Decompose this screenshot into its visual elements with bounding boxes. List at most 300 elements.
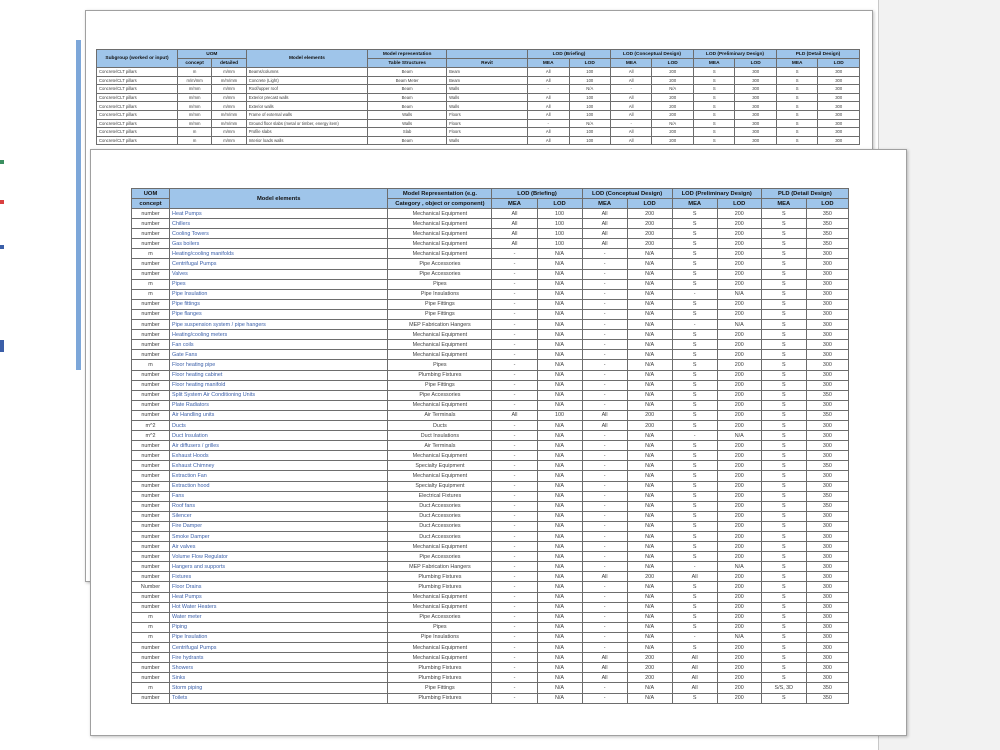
front-table-cell: - [582,562,627,572]
front-table-cell: 200 [717,471,761,481]
front-table-cell: 200 [717,461,761,471]
front-table-cell: S [672,693,717,703]
front-table-cell: - [492,663,537,673]
back-table-cell: All [610,102,651,111]
front-table-cell: N/A [627,511,672,521]
front-table-row [132,249,849,259]
front-table-cell: Mechanical Equipment [388,471,492,481]
front-table-cell: S [672,380,717,390]
front-table-cell: 200 [717,501,761,511]
front-table-row [132,441,849,451]
back-table-cell: Ground floor slabs (metal or timber, energy item) [246,119,367,128]
back-table-cell: m [177,128,211,137]
front-table-cell: Extraction Fan [170,471,388,481]
front-table-cell: S [761,673,806,683]
front-table-row [132,279,849,289]
front-table-row [132,431,849,441]
front-table-cell: N/A [537,673,582,683]
front-table-cell: Piping [170,622,388,632]
front-table-cell: 100 [537,229,582,239]
back-subheader: LOD [569,59,610,68]
front-table-cell: Pipe suspension system / pipe hangers [170,320,388,330]
front-table-cell: MEP Fabrication Hangers [388,562,492,572]
front-table-cell: N/A [627,491,672,501]
front-table-cell: Mechanical Equipment [388,350,492,360]
back-subheader: MEA [693,59,734,68]
front-table-cell: 300 [806,370,848,380]
back-table-cell: 100 [569,102,610,111]
front-table-cell: N/A [627,441,672,451]
front-table-cell: S [761,330,806,340]
front-table-cell: Duct Insulations [388,431,492,441]
front-table-cell: S [672,249,717,259]
front-table-cell: 200 [717,209,761,219]
front-table-cell: - [582,390,627,400]
front-table-cell: N/A [537,511,582,521]
front-table-cell: S [761,289,806,299]
front-table-cell: S [761,360,806,370]
front-table-cell: - [582,400,627,410]
blue-marker-icon [0,245,4,249]
front-table-cell: Pipe fittings [170,299,388,309]
front-table-cell: Fans [170,491,388,501]
back-table-cell: S [776,110,817,119]
front-table-cell: - [492,289,537,299]
front-table-cell: MEP Fabrication Hangers [388,320,492,330]
front-table-cell: 300 [806,582,848,592]
front-table-cell: 200 [627,663,672,673]
front-table-cell: All [582,673,627,683]
back-table-cell: 300 [735,136,777,145]
front-table-cell: - [492,471,537,481]
front-table-cell: - [492,521,537,531]
front-document-page [90,149,907,736]
front-table-cell: - [582,481,627,491]
front-table-cell: N/A [537,532,582,542]
front-table-cell: N/A [537,380,582,390]
back-table-row [97,93,860,102]
back-table-cell: 300 [735,76,777,85]
front-table-cell: S [761,481,806,491]
back-table-cell: 300 [818,85,860,94]
front-subheader: concept [132,199,170,209]
back-header-model-representation: Model representation [368,50,447,59]
front-table-cell: m [132,622,170,632]
front-table-cell: - [492,461,537,471]
front-table-cell: - [492,451,537,461]
front-table-cell: All [492,410,537,420]
front-table-cell: 200 [717,441,761,451]
front-table-cell: S [761,279,806,289]
back-table-cell: Beam [447,68,528,77]
back-table-cell: N/A [652,85,694,94]
front-table-cell: S [761,320,806,330]
front-subheader: LOD [717,199,761,209]
front-table-cell: 300 [806,380,848,390]
front-table-cell: N/A [627,249,672,259]
front-table-cell: N/A [627,501,672,511]
front-table-cell: Ducts [388,420,492,430]
front-table-cell: S [761,350,806,360]
front-table-row [132,451,849,461]
front-table-cell: N/A [537,501,582,511]
front-table-cell: number [132,219,170,229]
front-table-cell: m [132,279,170,289]
front-table-cell: N/A [717,320,761,330]
front-table-cell: - [582,542,627,552]
front-table-cell: N/A [537,632,582,642]
front-table-cell: N/A [627,259,672,269]
front-table-cell: N/A [627,461,672,471]
back-header-stage: PLD (Detail Design) [776,50,859,59]
front-table-cell: S [761,370,806,380]
back-table-cell: All [528,136,569,145]
back-table-cell: m/m/mm [212,76,246,85]
front-table-cell: - [582,602,627,612]
front-table-cell: N/A [537,471,582,481]
front-table-cell: S [672,552,717,562]
back-table-row [97,68,860,77]
front-table-cell: m [132,632,170,642]
front-table-cell: Fixtures [170,572,388,582]
front-table-cell: N/A [537,431,582,441]
front-table-cell: N/A [627,269,672,279]
front-table-row [132,340,849,350]
front-table-cell: Pipe Accessories [388,390,492,400]
front-table-cell: - [672,320,717,330]
front-table-cell: S [761,400,806,410]
back-table-cell: N/A [569,85,610,94]
front-table-cell: 300 [806,481,848,491]
back-table-cell: 300 [818,128,860,137]
front-table-row [132,683,849,693]
front-table-cell: Heating/cooling manifolds [170,249,388,259]
front-table-cell: - [492,441,537,451]
back-table-cell: 100 [569,76,610,85]
front-table-cell: - [492,309,537,319]
back-table-cell: S [776,85,817,94]
back-table-cell: 200 [652,102,694,111]
front-table-cell: S [761,340,806,350]
front-table-cell: m^2 [132,420,170,430]
back-table-cell: All [528,68,569,77]
front-table-cell: S [761,592,806,602]
front-table-cell: Sinks [170,673,388,683]
front-table-cell: N/A [627,309,672,319]
front-table-cell: N/A [537,269,582,279]
front-table-cell: S [672,592,717,602]
front-table-cell: S [761,380,806,390]
back-table-cell: 300 [735,110,777,119]
back-table-cell: Beam [368,102,447,111]
front-table-cell: Exhaust Hoods [170,451,388,461]
front-table-cell: S [761,209,806,219]
front-table-cell: number [132,239,170,249]
front-table-cell: 200 [627,239,672,249]
front-table-cell: All [582,572,627,582]
front-table-cell: Pipe Fittings [388,380,492,390]
front-table-cell: - [582,441,627,451]
front-table-cell: Water meter [170,612,388,622]
front-table-cell: N/A [627,542,672,552]
front-table-cell: N/A [537,612,582,622]
front-table-cell: S [672,451,717,461]
front-table-cell: S [761,582,806,592]
front-table-cell: Specialty Equipment [388,461,492,471]
front-table-cell: Pipes [388,360,492,370]
front-table-cell: 300 [806,269,848,279]
front-table-cell: - [492,592,537,602]
front-header-stage: PLD (Detail Design) [761,189,848,199]
front-table-cell: - [582,511,627,521]
front-subheader: MEA [582,199,627,209]
front-table-cell: N/A [627,693,672,703]
front-table-cell: Pipes [388,279,492,289]
front-table-cell: S [761,431,806,441]
front-table-cell: - [492,259,537,269]
front-table-cell: S [761,390,806,400]
front-table-row [132,693,849,703]
front-table-row [132,400,849,410]
front-subheader: LOD [806,199,848,209]
back-table-cell: m/mm [212,85,246,94]
front-table-cell: Air Handling units [170,410,388,420]
front-table-cell: N/A [627,471,672,481]
front-table-cell: number [132,542,170,552]
front-table-cell: S [672,350,717,360]
front-table-cell: N/A [627,643,672,653]
front-table-cell: N/A [537,542,582,552]
front-table-cell: - [582,380,627,390]
front-table-cell: 200 [717,239,761,249]
back-table-cell: 300 [735,119,777,128]
back-table-cell: Floors [447,119,528,128]
front-table-cell: number [132,380,170,390]
front-table-cell: All [582,219,627,229]
front-table-row [132,350,849,360]
front-table-row [132,471,849,481]
front-table-cell: - [492,481,537,491]
front-table-row [132,309,849,319]
front-table-cell: Heating/cooling meters [170,330,388,340]
front-table-cell: - [492,673,537,683]
front-table-cell: Electrical Fixtures [388,491,492,501]
front-table-cell: - [492,643,537,653]
front-table-cell: Pipe Insulations [388,289,492,299]
front-table-cell: All [492,239,537,249]
front-table-cell: - [492,532,537,542]
front-table-cell: Plumbing Fixtures [388,693,492,703]
front-table-cell: - [492,370,537,380]
front-table-cell: N/A [537,683,582,693]
front-table-cell: 200 [717,269,761,279]
front-table-cell: Valves [170,269,388,279]
front-table-cell: - [582,552,627,562]
front-table-cell: Mechanical Equipment [388,229,492,239]
front-table-cell: - [582,582,627,592]
back-table-cell: Roof/upper roof [246,85,367,94]
front-table-cell: number [132,390,170,400]
front-table-cell: Mechanical Equipment [388,451,492,461]
back-header-stage: LOD (Preliminary Design) [693,50,776,59]
back-table-cell: Slab [368,128,447,137]
back-table-cell: All [528,128,569,137]
front-table-cell: S [761,219,806,229]
front-table-cell: 300 [806,521,848,531]
front-table-cell: number [132,340,170,350]
front-table-cell: 300 [806,643,848,653]
front-table-cell: Mechanical Equipment [388,592,492,602]
front-table-cell: 200 [717,390,761,400]
front-table-cell: N/A [627,632,672,642]
front-table-cell: - [492,602,537,612]
front-table-cell: 200 [627,229,672,239]
front-table-cell: Plumbing Fixtures [388,572,492,582]
front-table-cell: S [761,420,806,430]
front-table-cell: number [132,491,170,501]
front-table-cell: S [672,360,717,370]
back-table-cell: Beams/columns [246,68,367,77]
front-table-cell: 300 [806,279,848,289]
front-table-cell: - [582,471,627,481]
front-table-cell: 300 [806,552,848,562]
front-table-cell: 200 [717,673,761,683]
front-table-cell: N/A [627,400,672,410]
front-table-cell: number [132,400,170,410]
back-table-cell: 200 [652,136,694,145]
front-table-cell: S [761,532,806,542]
front-table-cell: N/A [627,330,672,340]
front-table-cell: number [132,693,170,703]
back-table-cell: All [528,102,569,111]
front-table-cell: - [492,612,537,622]
front-table-cell: 300 [806,632,848,642]
front-table-cell: Pipe Insulation [170,632,388,642]
front-table-cell: - [582,693,627,703]
front-table-row [132,390,849,400]
front-table-cell: 300 [806,592,848,602]
front-table-cell: N/A [627,451,672,461]
front-table-cell: N/A [537,259,582,269]
front-table-cell: Mechanical Equipment [388,653,492,663]
front-table-cell: All [582,239,627,249]
front-table-cell: - [492,491,537,501]
front-table-cell: S [672,229,717,239]
front-table-cell: 200 [717,400,761,410]
front-table-row [132,521,849,531]
front-table-cell: - [582,632,627,642]
front-table-cell: Chillers [170,219,388,229]
back-subheader: LOD [818,59,860,68]
front-table-cell: Pipe Fittings [388,299,492,309]
back-table-cell: All [610,136,651,145]
front-table-cell: 200 [717,663,761,673]
front-table-cell: m [132,289,170,299]
front-table-cell: 300 [806,340,848,350]
front-table-cell: - [492,350,537,360]
front-table-cell: 350 [806,390,848,400]
front-table-cell: S [761,612,806,622]
front-table-cell: All [582,653,627,663]
front-table-row [132,552,849,562]
front-table-cell: 350 [806,410,848,420]
front-table-cell: 300 [806,532,848,542]
front-table-cell: N/A [627,380,672,390]
back-table-cell: 300 [735,68,777,77]
back-table-cell: S [776,136,817,145]
front-table-cell: 200 [717,299,761,309]
front-table-cell: S [761,239,806,249]
back-table-cell: S [776,93,817,102]
front-table-cell: Duct Accessories [388,532,492,542]
back-table-cell: - [610,119,651,128]
back-subheader: MEA [610,59,651,68]
red-marker-icon [0,200,4,204]
front-table-cell: S [672,370,717,380]
front-table-cell: N/A [537,451,582,461]
front-table-cell: number [132,441,170,451]
front-table-cell: S [761,521,806,531]
back-table-cell: S [693,136,734,145]
front-table-cell: Mechanical Equipment [388,340,492,350]
back-table-cell: - [528,119,569,128]
back-table-cell: - [610,85,651,94]
back-table-cell: m/mm [177,102,211,111]
front-table-cell: S [761,552,806,562]
front-table-cell: Mechanical Equipment [388,643,492,653]
front-table-cell: N/A [627,532,672,542]
front-table-cell: All [672,683,717,693]
front-table-cell: 200 [717,360,761,370]
front-table-cell: Fan coils [170,340,388,350]
front-table-cell: Mechanical Equipment [388,249,492,259]
front-table-cell: S [672,400,717,410]
front-table-cell: number [132,511,170,521]
front-table-cell: Pipe Accessories [388,259,492,269]
back-table-cell: 300 [818,68,860,77]
front-table-cell: - [492,511,537,521]
front-table-cell: - [492,542,537,552]
front-table-cell: 200 [717,330,761,340]
front-table-cell: 200 [717,279,761,289]
front-table-cell: - [492,572,537,582]
front-table-cell: number [132,330,170,340]
front-table-cell: Smoke Damper [170,532,388,542]
back-table-cell: - [528,85,569,94]
back-table-cell: All [610,68,651,77]
back-table-cell: Floors [447,128,528,137]
front-table-cell: number [132,320,170,330]
back-subheader: detailed [212,59,246,68]
front-table-cell: N/A [627,340,672,350]
front-table-cell: S [672,279,717,289]
back-table-cell: Exterior precast walls [246,93,367,102]
front-header-uom: UOM [132,189,170,199]
front-table-cell: S [672,511,717,521]
front-table-cell: S [672,491,717,501]
front-table-cell: All [582,229,627,239]
back-table-cell: m/m/mm [212,110,246,119]
front-table-row [132,572,849,582]
back-table-cell: 200 [652,93,694,102]
front-table-row [132,592,849,602]
front-table-row [132,330,849,340]
back-header-model-elements: Model elements [246,50,367,68]
front-table-cell: - [492,501,537,511]
front-table-cell: - [492,269,537,279]
back-table-cell: m/mm [177,119,211,128]
back-table-cell: S [776,76,817,85]
